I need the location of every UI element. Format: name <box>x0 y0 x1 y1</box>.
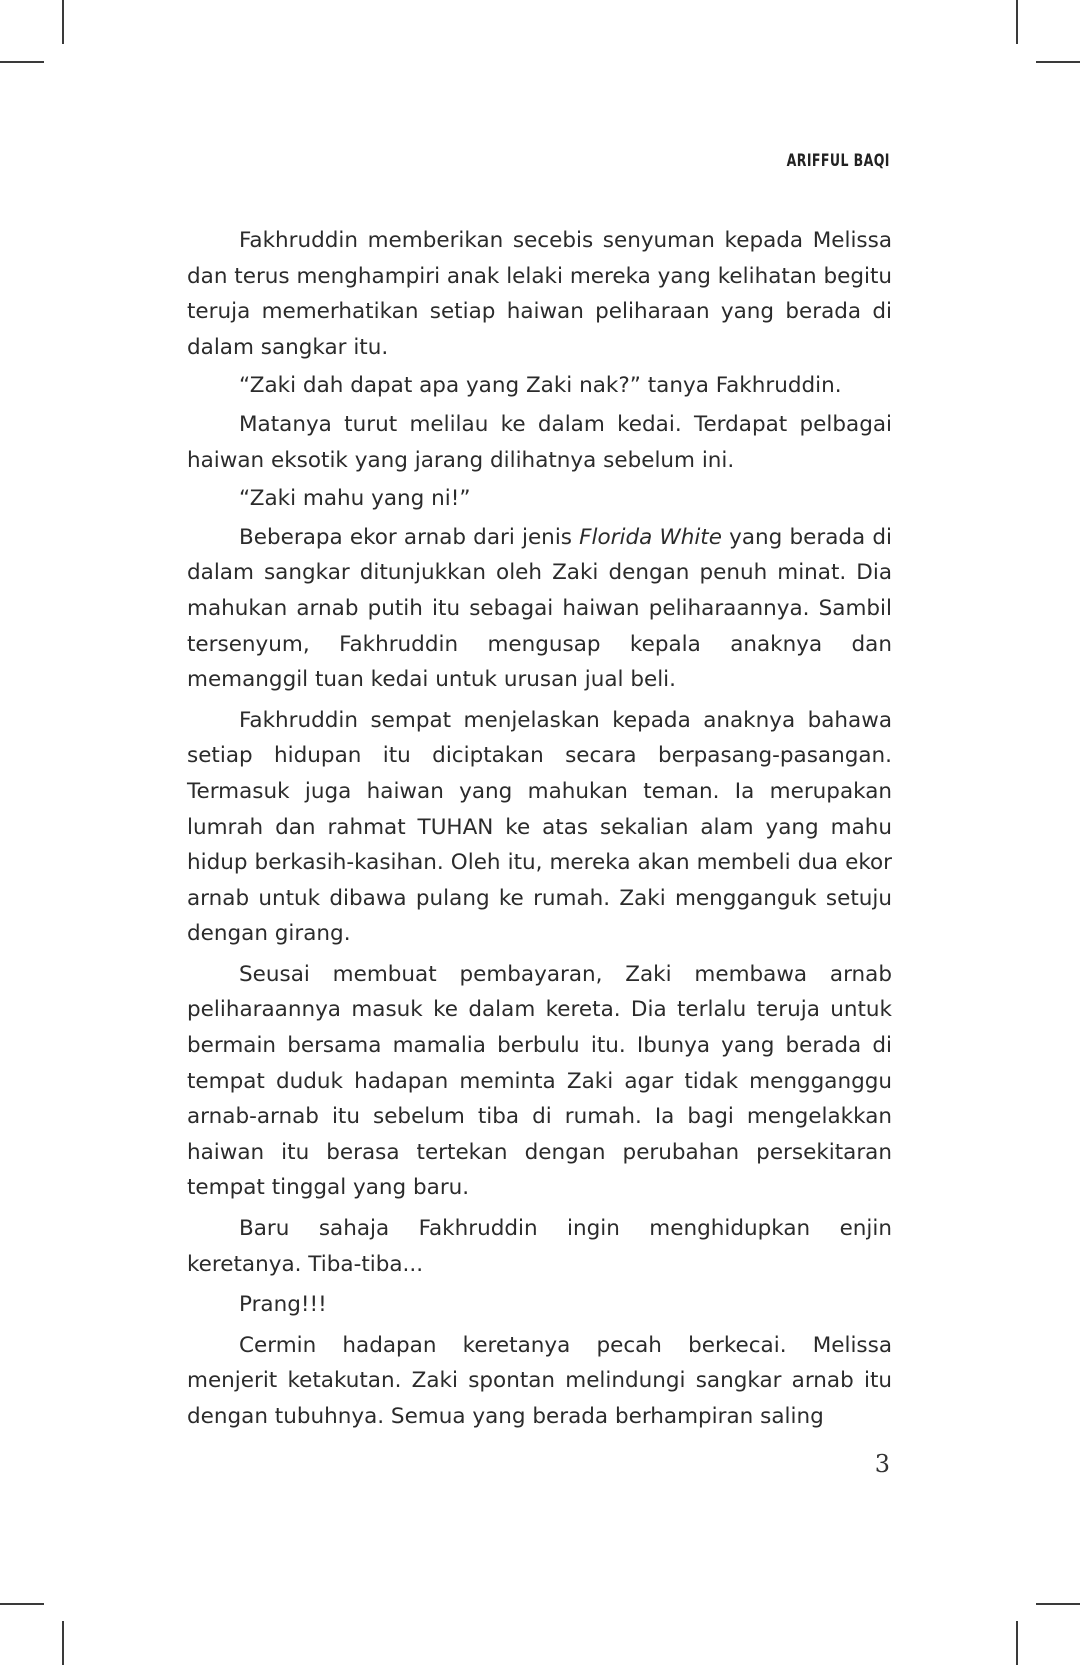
crop-mark-top-right-vertical <box>1016 0 1018 44</box>
paragraph: Seusai membuat pembayaran, Zaki membawa arnab peliharaannya masuk ke dalam kereta. Dia terlalu teruja untuk bermain bersama mamalia berbulu itu. Ibunya yang berada di tempat duduk hadapan meminta Zaki agar tidak mengganggu arnab-arnab itu sebelum tiba di rumah. Ia bagi mengelakkan haiwan itu berasa tertekan dengan perubahan persekitaran tempat tinggal yang baru. <box>187 961 892 1201</box>
crop-mark-bottom-right-vertical <box>1016 1621 1018 1665</box>
paragraph: Fakhruddin sempat menjelaskan kepada anaknya bahawa setiap hidupan itu diciptakan secara berpasang-pasangan. Termasuk juga haiwan yang mahukan teman. Ia merupakan lumrah dan rahmat TUHAN ke atas sekalian alam yang mahu hidup berkasih-kasihan. Oleh itu, mereka akan membeli dua ekor arnab untuk dibawa pulang ke rumah. Zaki mengganguk setuju dengan girang. <box>187 707 892 947</box>
paragraph: “Zaki mahu yang ni!” <box>239 486 471 512</box>
crop-mark-bottom-left-vertical <box>62 1621 64 1665</box>
paragraph <box>187 520 892 698</box>
running-head-author: ARIFFUL BAQI <box>786 151 890 171</box>
crop-mark-top-left-vertical <box>62 0 64 44</box>
paragraph-text: Beberapa ekor arnab dari jenis <box>239 524 580 550</box>
italic-term: Florida White <box>579 524 722 550</box>
crop-mark-bottom-right-horizontal <box>1036 1603 1080 1605</box>
page-number: 3 <box>874 1450 890 1478</box>
crop-mark-top-left-horizontal <box>0 61 44 63</box>
paragraph: “Zaki dah dapat apa yang Zaki nak?” tanya Fakhruddin. <box>239 373 842 399</box>
paragraph: Fakhruddin memberikan secebis senyuman kepada Melissa dan terus menghampiri anak lelaki mereka yang kelihatan begitu teruja memerhatikan setiap haiwan peliharaan yang berada di dalam sangkar itu. <box>187 228 892 360</box>
paragraph: Matanya turut melilau ke dalam kedai. Terdapat pelbagai haiwan eksotik yang jarang dilihatnya sebelum ini. <box>187 411 892 473</box>
body-text <box>187 223 892 1435</box>
paragraph: Cermin hadapan keretanya pecah berkecai. Melissa menjerit ketakutan. Zaki spontan melindungi sangkar arnab itu dengan tubuhnya. Semua yang berada berhampiran saling <box>187 1332 892 1429</box>
paragraph: Baru sahaja Fakhruddin ingin menghidupkan enjin keretanya. Tiba-tiba... <box>187 1216 892 1277</box>
crop-mark-bottom-left-horizontal <box>0 1603 44 1605</box>
paragraph: Prang!!! <box>239 1292 327 1318</box>
paragraph-text: yang berada di dalam sangkar ditunjukkan oleh Zaki dengan penuh minat. Dia mahukan arnab putih itu sebagai haiwan peliharaannya. Sambil tersenyum, Fakhruddin mengusap kepala anaknya dan memanggil tuan kedai untuk urusan jual beli. <box>187 524 892 693</box>
crop-mark-top-right-horizontal <box>1036 61 1080 63</box>
